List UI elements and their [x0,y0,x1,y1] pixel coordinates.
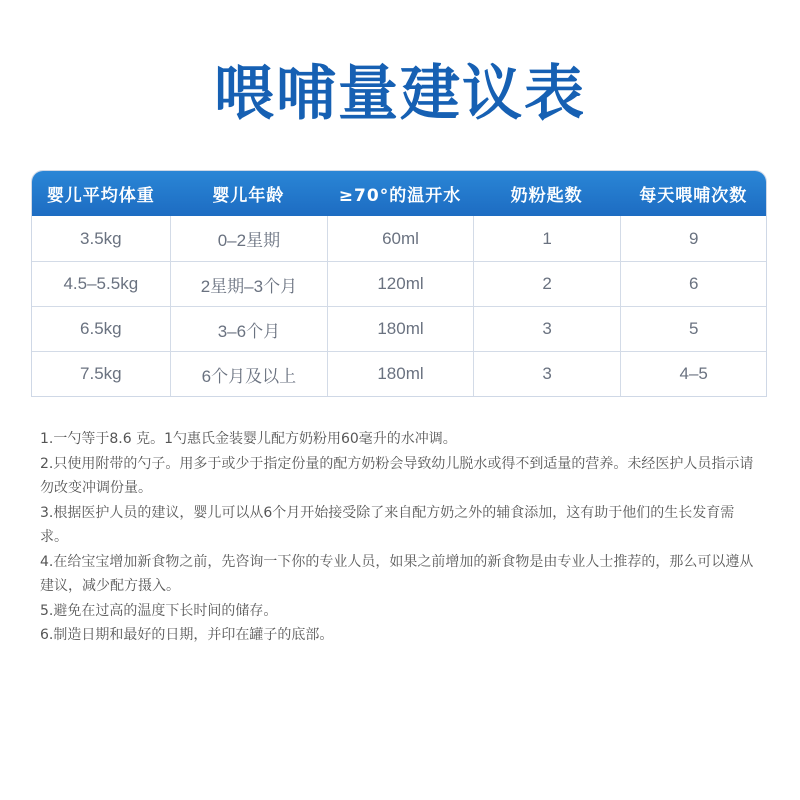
cell-water: 120ml [327,262,473,306]
header-scoops: 奶粉匙数 [510,186,583,206]
note-item: 1.一勺等于8.6 克。1勺惠氏金装婴儿配方奶粉用60毫升的水冲调。 [40,431,457,447]
cell-scoops: 3 [473,352,621,396]
cell-weight: 3.5kg [80,228,122,248]
cell-scoops: 2 [473,262,621,306]
table-row [32,306,766,351]
table-body [32,216,766,396]
cell-feeds: 5 [620,307,766,351]
cell-age: 0–2星期 [170,216,328,261]
cell-feeds: 4–5 [620,352,766,396]
cell-feeds: 6 [620,262,766,306]
header-water: ≥70°的温开水 [338,186,462,206]
cell-age: 6个月及以上 [170,352,328,396]
cell-weight: 7.5kg [80,364,122,383]
note-item: 6.制造日期和最好的日期，并印在罐子的底部。 [40,627,334,643]
table-row [32,261,766,306]
page-title: 喂哺量建议表 [214,59,586,129]
feeding-table [31,170,767,397]
cell-water: 180ml [327,307,473,351]
table-row [32,216,766,261]
table-header [32,171,766,216]
cell-scoops: 3 [473,307,621,351]
header-feeds-per-day: 每天喂哺次数 [639,186,748,206]
header-age: 婴儿年龄 [212,186,285,206]
note-item: 5.避免在过高的温度下长时间的储存。 [40,602,278,619]
usage-notes [40,427,762,648]
cell-weight: 6.5kg [80,319,122,338]
table-row [32,351,766,396]
cell-weight: 4.5–5.5kg [63,274,139,293]
cell-water: 180ml [327,352,473,396]
cell-age: 2星期–3个月 [170,262,328,306]
cell-scoops: 1 [473,216,621,261]
cell-age: 3–6个月 [170,307,328,351]
cell-feeds: 9 [620,216,766,261]
note-item: 3.根据医护人员的建议，婴儿可以从6个月开始接受除了来自配方奶之外的辅食添加，这有助于他们的生长发育需求。 [40,504,735,545]
header-weight: 婴儿平均体重 [46,186,155,206]
note-item: 2.只使用附带的勺子。用多于或少于指定份量的配方奶粉会导致幼儿脱水或得不到适量的营养。未经医护人员指示请勿改变冲调份量。 [40,455,754,496]
note-item: 4.在给宝宝增加新食物之前，先咨询一下你的专业人员，如果之前增加的新食物是由专业人士推荐的，那么可以遵从建议，减少配方摄入。 [40,553,754,594]
cell-water: 60ml [327,216,473,261]
